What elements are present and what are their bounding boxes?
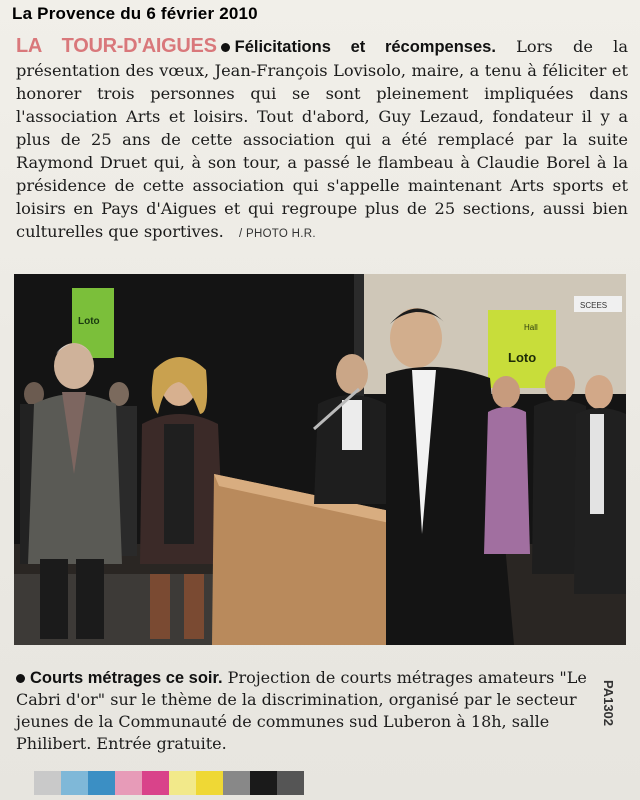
color-swatch — [61, 771, 88, 795]
article-headline: Félicitations et récompenses. — [234, 38, 496, 56]
article-photo — [14, 274, 626, 645]
color-swatch — [88, 771, 115, 795]
page-folio: PA1302 — [601, 680, 616, 727]
article-body: Projection de courts métrages amateurs "Le Cabri d'or" sur le thème de la discrimination, organisé par le secteur jeunes de la Communauté de communes sud Luberon à 18h, salle Philibert. Entrée gratuite. — [16, 668, 587, 753]
article-courts-metrages — [16, 667, 602, 755]
bullet-icon — [221, 43, 230, 52]
bullet-icon — [16, 674, 25, 683]
article-headline: Courts métrages ce soir. — [30, 669, 223, 687]
color-swatch — [34, 771, 61, 795]
poster-right-text: Loto — [508, 350, 537, 365]
color-swatch — [223, 771, 250, 795]
article-body: Lors de la présentation des vœux, Jean-François Lovisolo, maire, a tenu à féliciter et honorer trois personnes qui se sont pleinement impliquées dans l'association Arts et loisirs. Tout d'abord, Guy Lezaud, fondateur il y a plus de 25 ans de cette association qui a été remplacé par la suite Raymond Druet qui, à son tour, a passé le flambeau à Claudie Borel à la présidence de cette association qui s'appelle maintenant Arts sports et loisirs en Pays d'Aigues et qui regroupe plus de 25 sections, aussi bien culturelles que sportives. — [16, 37, 628, 241]
color-swatch — [250, 771, 277, 795]
print-color-bar — [34, 771, 304, 795]
poster-left-text: Loto — [78, 316, 100, 327]
color-swatch — [115, 771, 142, 795]
poster-right — [488, 310, 556, 388]
wall-sign-text: SCEES — [580, 301, 608, 310]
poster-right-small-text: Hall — [524, 323, 538, 332]
color-swatch — [277, 771, 304, 795]
photo-credit: / PHOTO H.R. — [239, 228, 316, 240]
source-line: La Provence du 6 février 2010 — [12, 4, 258, 23]
location-kicker: LA TOUR-D'AIGUES — [16, 35, 217, 57]
color-swatch — [196, 771, 223, 795]
color-swatch — [142, 771, 169, 795]
article-arts-loisirs — [16, 35, 628, 246]
color-swatch — [169, 771, 196, 795]
